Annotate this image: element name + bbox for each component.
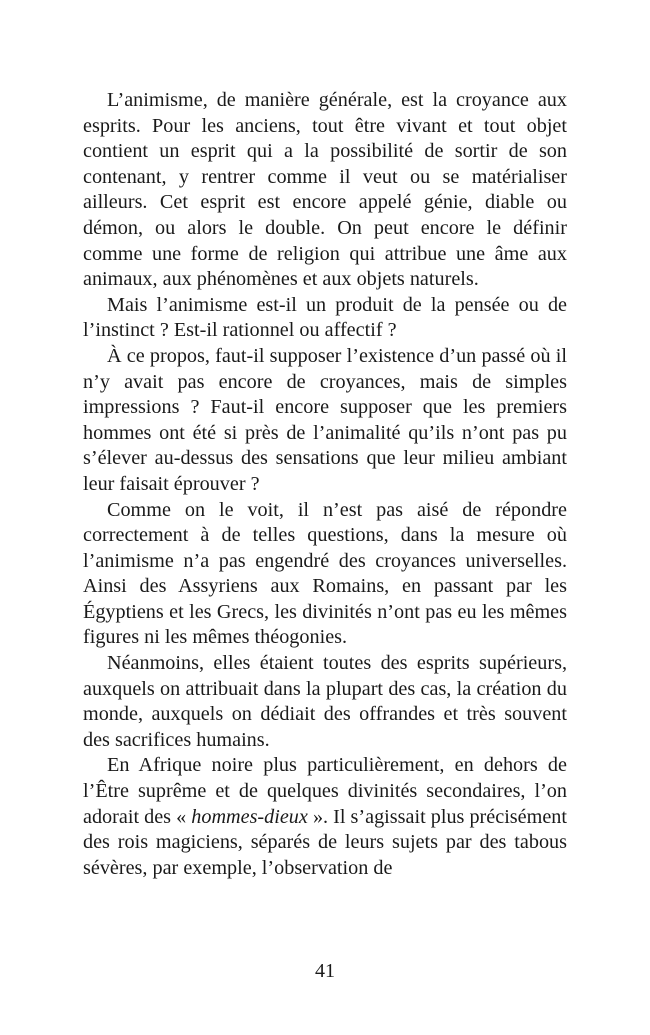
- paragraph-black-africa: [83, 753, 567, 881]
- paragraph-not-universal: Comme on le voit, il n’est pas aisé de répondre correctement à de telles questions, dans la mesure où l’animisme n’a pas engendré des croyances universelles. Ainsi des Assyriens aux Romains, en passant par les Égyptiens et les Grecs, les divinités n’ont pas eu les mêmes figures ni les mêmes théogonies.: [83, 498, 567, 649]
- paragraph-thought-or-instinct: Mais l’animisme est-il un produit de la pensée ou de l’instinct ? Est-il rationnel ou affectif ?: [83, 293, 567, 342]
- paragraph-text-after: ». Il s’agissait plus précisément des rois magiciens, séparés de leurs sujets par des tabous sévères, par exemple, l’observation de: [83, 805, 567, 879]
- body-text: [83, 88, 567, 881]
- paragraph-superior-spirits: Néanmoins, elles étaient toutes des esprits supérieurs, auxquels on attribuait dans la plupart des cas, la création du monde, auxquels on dédiait des offrandes et très souvent des sacrifices humains.: [83, 652, 567, 751]
- page-number: 41: [315, 960, 335, 982]
- paragraph-text-before: En Afrique noire plus particulièrement, en dehors de l’Être suprême et de quelques divinités secondaires, l’on adorait des «: [83, 754, 567, 828]
- paragraph-past-impressions: À ce propos, faut-il supposer l’existence d’un passé où il n’y avait pas encore de croyances, mais de simples impressions ? Faut-il encore supposer que les premiers hommes ont été si près de l’animalité qu’ils n’ont pas pu s’élever au-dessus des sensations que leur milieu ambiant leur faisait éprouver ?: [83, 344, 567, 495]
- paragraph-animism-definition: L’animisme, de manière générale, est la croyance aux esprits. Pour les anciens, tout être vivant et tout objet contient un esprit qui a la possibilité de sortir de son contenant, y rentrer comme il veut ou se matérialiser ailleurs. Cet esprit est encore appelé génie, diable ou démon, ou alors le double. On peut encore le définir comme une forme de religion qui attribue une âme aux animaux, aux phénomènes et aux objets naturels.: [83, 89, 567, 291]
- italic-term: hommes-dieux: [191, 805, 308, 828]
